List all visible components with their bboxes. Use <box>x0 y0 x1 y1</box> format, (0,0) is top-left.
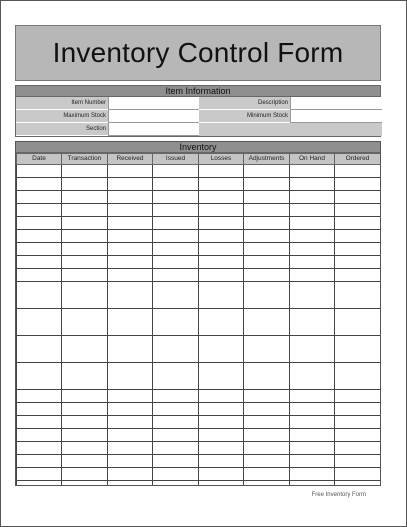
table-cell[interactable] <box>17 336 62 363</box>
table-cell[interactable] <box>244 336 290 363</box>
table-cell[interactable] <box>108 269 153 282</box>
table-cell[interactable] <box>290 309 335 336</box>
table-cell[interactable] <box>108 468 153 481</box>
table-cell[interactable] <box>199 455 244 468</box>
table-row <box>17 416 381 429</box>
table-cell[interactable] <box>153 191 199 204</box>
table-row <box>17 178 381 191</box>
table-row <box>17 191 381 204</box>
table-cell[interactable] <box>290 429 335 442</box>
empty-label-cell <box>199 123 290 136</box>
table-cell[interactable] <box>244 390 290 403</box>
table-cell[interactable] <box>290 178 335 191</box>
inventory-table <box>16 153 381 486</box>
table-cell[interactable] <box>335 282 381 309</box>
table-cell[interactable] <box>199 403 244 416</box>
table-row <box>17 256 381 269</box>
table-cell[interactable] <box>62 256 108 269</box>
table-cell[interactable] <box>108 282 153 309</box>
table-cell[interactable] <box>153 256 199 269</box>
table-cell[interactable] <box>290 481 335 487</box>
table-cell[interactable] <box>199 230 244 243</box>
table-cell[interactable] <box>199 363 244 390</box>
table-row <box>17 442 381 455</box>
table-cell[interactable] <box>335 442 381 455</box>
table-cell[interactable] <box>17 455 62 468</box>
table-cell[interactable] <box>153 468 199 481</box>
table-cell[interactable] <box>335 178 381 191</box>
table-cell[interactable] <box>17 363 62 390</box>
table-cell[interactable] <box>335 243 381 256</box>
table-cell[interactable] <box>108 178 153 191</box>
table-cell[interactable] <box>199 178 244 191</box>
item-number-field[interactable] <box>108 97 199 110</box>
column-header-transaction: Transaction <box>62 154 108 165</box>
table-cell[interactable] <box>199 390 244 403</box>
table-cell[interactable] <box>199 336 244 363</box>
table-cell[interactable] <box>290 282 335 309</box>
table-cell[interactable] <box>244 178 290 191</box>
table-cell[interactable] <box>62 165 108 178</box>
table-cell[interactable] <box>335 269 381 282</box>
item-number-label: Item Number <box>16 97 108 110</box>
table-cell[interactable] <box>244 217 290 230</box>
table-row <box>17 282 381 309</box>
table-cell[interactable] <box>17 178 62 191</box>
column-header-date: Date <box>17 154 62 165</box>
table-cell[interactable] <box>290 455 335 468</box>
table-cell[interactable] <box>62 336 108 363</box>
table-cell[interactable] <box>17 165 62 178</box>
inventory-header: Inventory <box>16 142 380 153</box>
table-cell[interactable] <box>108 256 153 269</box>
table-cell[interactable] <box>290 442 335 455</box>
table-cell[interactable] <box>153 363 199 390</box>
table-cell[interactable] <box>108 390 153 403</box>
item-information-section <box>15 85 381 137</box>
table-cell[interactable] <box>290 269 335 282</box>
table-cell[interactable] <box>108 165 153 178</box>
table-cell[interactable] <box>244 403 290 416</box>
table-cell[interactable] <box>290 403 335 416</box>
maximum-stock-label: Maximum Stock <box>16 110 108 123</box>
table-cell[interactable] <box>335 217 381 230</box>
table-cell[interactable] <box>17 217 62 230</box>
table-cell[interactable] <box>199 429 244 442</box>
table-cell[interactable] <box>62 455 108 468</box>
inventory-table-body <box>17 165 381 487</box>
table-cell[interactable] <box>335 416 381 429</box>
table-cell[interactable] <box>244 204 290 217</box>
table-cell[interactable] <box>335 204 381 217</box>
table-cell[interactable] <box>108 217 153 230</box>
table-cell[interactable] <box>17 403 62 416</box>
table-row <box>17 403 381 416</box>
table-cell[interactable] <box>290 230 335 243</box>
table-cell[interactable] <box>153 269 199 282</box>
table-cell[interactable] <box>108 191 153 204</box>
table-cell[interactable] <box>244 282 290 309</box>
item-information-header: Item Information <box>16 86 380 97</box>
table-cell[interactable] <box>335 336 381 363</box>
table-cell[interactable] <box>290 204 335 217</box>
table-cell[interactable] <box>17 191 62 204</box>
table-cell[interactable] <box>62 442 108 455</box>
table-row <box>17 455 381 468</box>
table-cell[interactable] <box>153 282 199 309</box>
footer-credit: Free Inventory Form <box>311 492 366 498</box>
table-cell[interactable] <box>244 429 290 442</box>
table-cell[interactable] <box>153 429 199 442</box>
description-label: Description <box>199 97 290 110</box>
table-cell[interactable] <box>153 309 199 336</box>
table-cell[interactable] <box>153 165 199 178</box>
table-cell[interactable] <box>108 455 153 468</box>
table-cell[interactable] <box>153 442 199 455</box>
table-cell[interactable] <box>244 165 290 178</box>
table-cell[interactable] <box>62 243 108 256</box>
table-cell[interactable] <box>335 455 381 468</box>
table-cell[interactable] <box>17 269 62 282</box>
table-cell[interactable] <box>153 336 199 363</box>
title-banner <box>15 25 381 81</box>
table-cell[interactable] <box>62 178 108 191</box>
table-cell[interactable] <box>290 416 335 429</box>
maximum-stock-field[interactable] <box>108 110 199 123</box>
table-cell[interactable] <box>290 165 335 178</box>
table-cell[interactable] <box>108 204 153 217</box>
table-cell[interactable] <box>108 442 153 455</box>
table-cell[interactable] <box>62 390 108 403</box>
table-cell[interactable] <box>17 282 62 309</box>
table-cell[interactable] <box>290 468 335 481</box>
table-cell[interactable] <box>17 204 62 217</box>
table-row <box>17 165 381 178</box>
minimum-stock-field[interactable] <box>290 110 382 123</box>
table-cell[interactable] <box>199 468 244 481</box>
table-cell[interactable] <box>62 269 108 282</box>
minimum-stock-label: Minimum Stock <box>199 110 290 123</box>
table-cell[interactable] <box>244 416 290 429</box>
table-cell[interactable] <box>199 243 244 256</box>
item-information-grid <box>16 97 380 136</box>
table-cell[interactable] <box>108 403 153 416</box>
table-cell[interactable] <box>335 191 381 204</box>
table-row <box>17 269 381 282</box>
table-cell[interactable] <box>153 243 199 256</box>
table-cell[interactable] <box>244 230 290 243</box>
table-cell[interactable] <box>17 416 62 429</box>
table-cell[interactable] <box>62 416 108 429</box>
table-cell[interactable] <box>290 217 335 230</box>
section-field[interactable] <box>108 123 199 136</box>
table-row <box>17 429 381 442</box>
table-cell[interactable] <box>17 309 62 336</box>
table-cell[interactable] <box>108 230 153 243</box>
table-cell[interactable] <box>335 403 381 416</box>
table-cell[interactable] <box>199 481 244 487</box>
table-row <box>17 230 381 243</box>
table-cell[interactable] <box>335 165 381 178</box>
table-cell[interactable] <box>290 191 335 204</box>
table-cell[interactable] <box>244 309 290 336</box>
table-cell[interactable] <box>17 256 62 269</box>
table-cell[interactable] <box>62 363 108 390</box>
table-cell[interactable] <box>244 269 290 282</box>
table-cell[interactable] <box>199 191 244 204</box>
table-cell[interactable] <box>17 481 62 487</box>
column-header-received: Received <box>108 154 153 165</box>
table-row <box>17 217 381 230</box>
table-cell[interactable] <box>290 363 335 390</box>
table-cell[interactable] <box>335 363 381 390</box>
table-cell[interactable] <box>199 442 244 455</box>
table-cell[interactable] <box>62 403 108 416</box>
table-cell[interactable] <box>290 390 335 403</box>
table-cell[interactable] <box>153 204 199 217</box>
table-cell[interactable] <box>62 481 108 487</box>
table-cell[interactable] <box>244 455 290 468</box>
table-cell[interactable] <box>199 309 244 336</box>
table-cell[interactable] <box>244 191 290 204</box>
table-cell[interactable] <box>17 468 62 481</box>
table-cell[interactable] <box>62 429 108 442</box>
table-cell[interactable] <box>290 243 335 256</box>
table-cell[interactable] <box>335 230 381 243</box>
section-label: Section <box>16 123 108 136</box>
table-cell[interactable] <box>153 217 199 230</box>
table-cell[interactable] <box>17 390 62 403</box>
table-cell[interactable] <box>108 309 153 336</box>
table-cell[interactable] <box>108 243 153 256</box>
table-cell[interactable] <box>244 256 290 269</box>
table-cell[interactable] <box>153 455 199 468</box>
table-cell[interactable] <box>153 403 199 416</box>
table-row <box>17 309 381 336</box>
table-row <box>17 481 381 487</box>
column-header-issued: Issued <box>153 154 199 165</box>
table-row <box>17 390 381 403</box>
table-row <box>17 243 381 256</box>
inventory-section <box>15 141 381 486</box>
table-cell[interactable] <box>199 204 244 217</box>
page-title: Inventory Control Form <box>52 37 344 68</box>
table-cell[interactable] <box>244 363 290 390</box>
column-header-losses: Losses <box>199 154 244 165</box>
table-cell[interactable] <box>244 468 290 481</box>
table-cell[interactable] <box>62 204 108 217</box>
table-cell[interactable] <box>153 230 199 243</box>
table-cell[interactable] <box>290 336 335 363</box>
table-row <box>17 204 381 217</box>
table-cell[interactable] <box>199 282 244 309</box>
table-cell[interactable] <box>17 429 62 442</box>
table-cell[interactable] <box>335 256 381 269</box>
table-cell[interactable] <box>290 256 335 269</box>
table-cell[interactable] <box>153 178 199 191</box>
table-cell[interactable] <box>199 217 244 230</box>
table-cell[interactable] <box>62 230 108 243</box>
table-cell[interactable] <box>153 390 199 403</box>
table-cell[interactable] <box>62 217 108 230</box>
column-header-on-hand: On Hand <box>290 154 335 165</box>
table-cell[interactable] <box>335 309 381 336</box>
table-cell[interactable] <box>62 468 108 481</box>
table-cell[interactable] <box>199 165 244 178</box>
table-cell[interactable] <box>62 282 108 309</box>
table-cell[interactable] <box>244 442 290 455</box>
table-cell[interactable] <box>17 442 62 455</box>
table-cell[interactable] <box>244 243 290 256</box>
empty-field-cell <box>290 123 382 136</box>
inventory-column-header-row <box>17 154 381 165</box>
table-cell[interactable] <box>335 390 381 403</box>
table-cell[interactable] <box>199 256 244 269</box>
table-cell[interactable] <box>335 429 381 442</box>
table-cell[interactable] <box>244 481 290 487</box>
table-row <box>17 336 381 363</box>
table-cell[interactable] <box>335 481 381 487</box>
table-cell[interactable] <box>108 429 153 442</box>
table-cell[interactable] <box>62 309 108 336</box>
table-cell[interactable] <box>199 269 244 282</box>
table-row <box>17 363 381 390</box>
table-cell[interactable] <box>153 481 199 487</box>
table-cell[interactable] <box>108 363 153 390</box>
table-cell[interactable] <box>62 191 108 204</box>
table-cell[interactable] <box>108 481 153 487</box>
table-cell[interactable] <box>108 416 153 429</box>
table-cell[interactable] <box>335 468 381 481</box>
table-cell[interactable] <box>17 243 62 256</box>
column-header-ordered: Ordered <box>335 154 381 165</box>
table-row <box>17 468 381 481</box>
column-header-adjustments: Adjustments <box>244 154 290 165</box>
table-cell[interactable] <box>108 336 153 363</box>
description-field[interactable] <box>290 97 382 110</box>
table-cell[interactable] <box>199 416 244 429</box>
table-cell[interactable] <box>153 416 199 429</box>
table-cell[interactable] <box>17 230 62 243</box>
